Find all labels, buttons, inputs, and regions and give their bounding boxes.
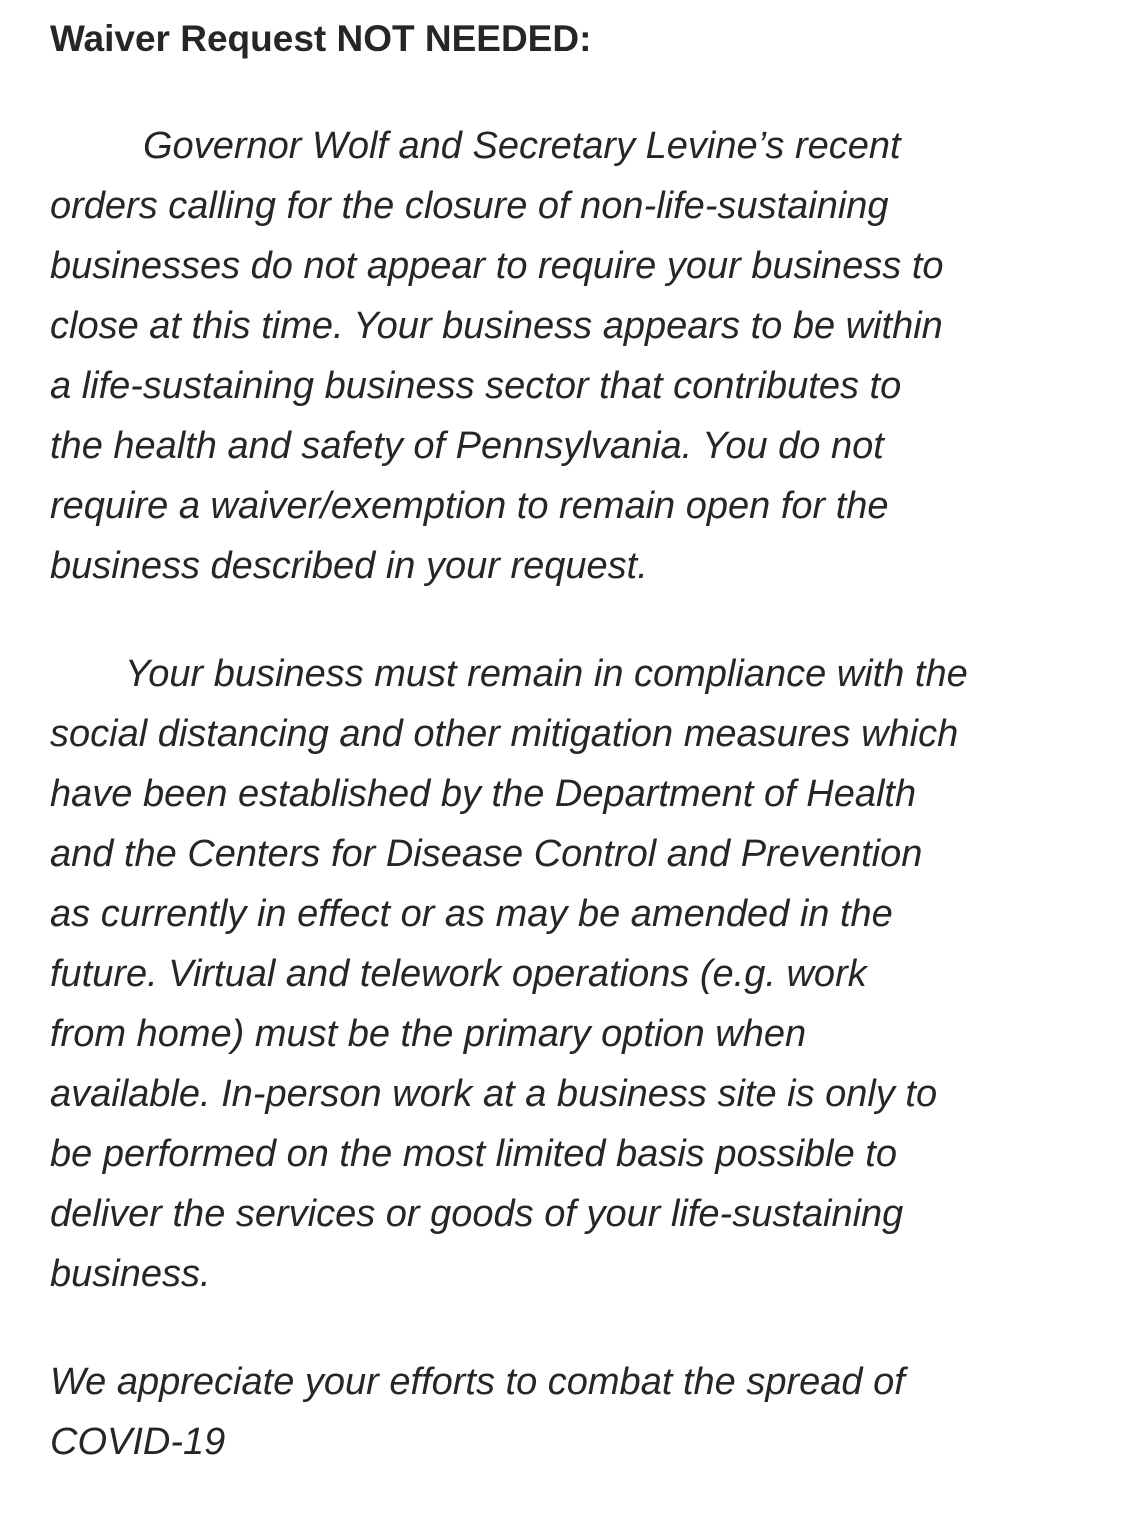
- paragraph-line: a life-sustaining business sector that contributes to: [50, 365, 902, 407]
- paragraph-compliance: [50, 644, 1090, 1304]
- paragraph-closing: [50, 1352, 1090, 1472]
- paragraph-line: We appreciate your efforts to combat the spread of: [50, 1361, 905, 1403]
- document-body: [50, 14, 1090, 1472]
- paragraph-line: Your business must remain in compliance with the: [125, 653, 968, 695]
- paragraph-line: available. In-person work at a business site is only to: [50, 1073, 938, 1115]
- paragraph-status: [50, 116, 1090, 596]
- paragraph-line: social distancing and other mitigation measures which: [50, 713, 959, 755]
- paragraph-line: close at this time. Your business appears to be within: [50, 305, 943, 347]
- document-heading: Waiver Request NOT NEEDED:: [50, 18, 592, 59]
- paragraph-line: future. Virtual and telework operations (e.g. work: [50, 953, 867, 995]
- paragraph-line: business.: [50, 1253, 211, 1295]
- paragraph-line: businesses do not appear to require your business to: [50, 245, 944, 287]
- paragraph-line: and the Centers for Disease Control and Prevention: [50, 833, 923, 875]
- paragraph-line: be performed on the most limited basis possible to: [50, 1133, 897, 1175]
- paragraph-line: deliver the services or goods of your life-sustaining: [50, 1193, 904, 1235]
- paragraph-line: from home) must be the primary option when: [50, 1013, 807, 1055]
- paragraph-line: Governor Wolf and Secretary Levine’s recent: [143, 125, 901, 167]
- paragraph-line: COVID-19: [50, 1421, 226, 1463]
- paragraph-line: orders calling for the closure of non-life-sustaining: [50, 185, 889, 227]
- paragraph-line: as currently in effect or as may be amended in the: [50, 893, 893, 935]
- paragraph-line: business described in your request.: [50, 545, 648, 587]
- paragraph-line: the health and safety of Pennsylvania. You do not: [50, 425, 884, 467]
- paragraph-line: require a waiver/exemption to remain open for the: [50, 485, 889, 527]
- paragraph-line: have been established by the Department of Health: [50, 773, 917, 815]
